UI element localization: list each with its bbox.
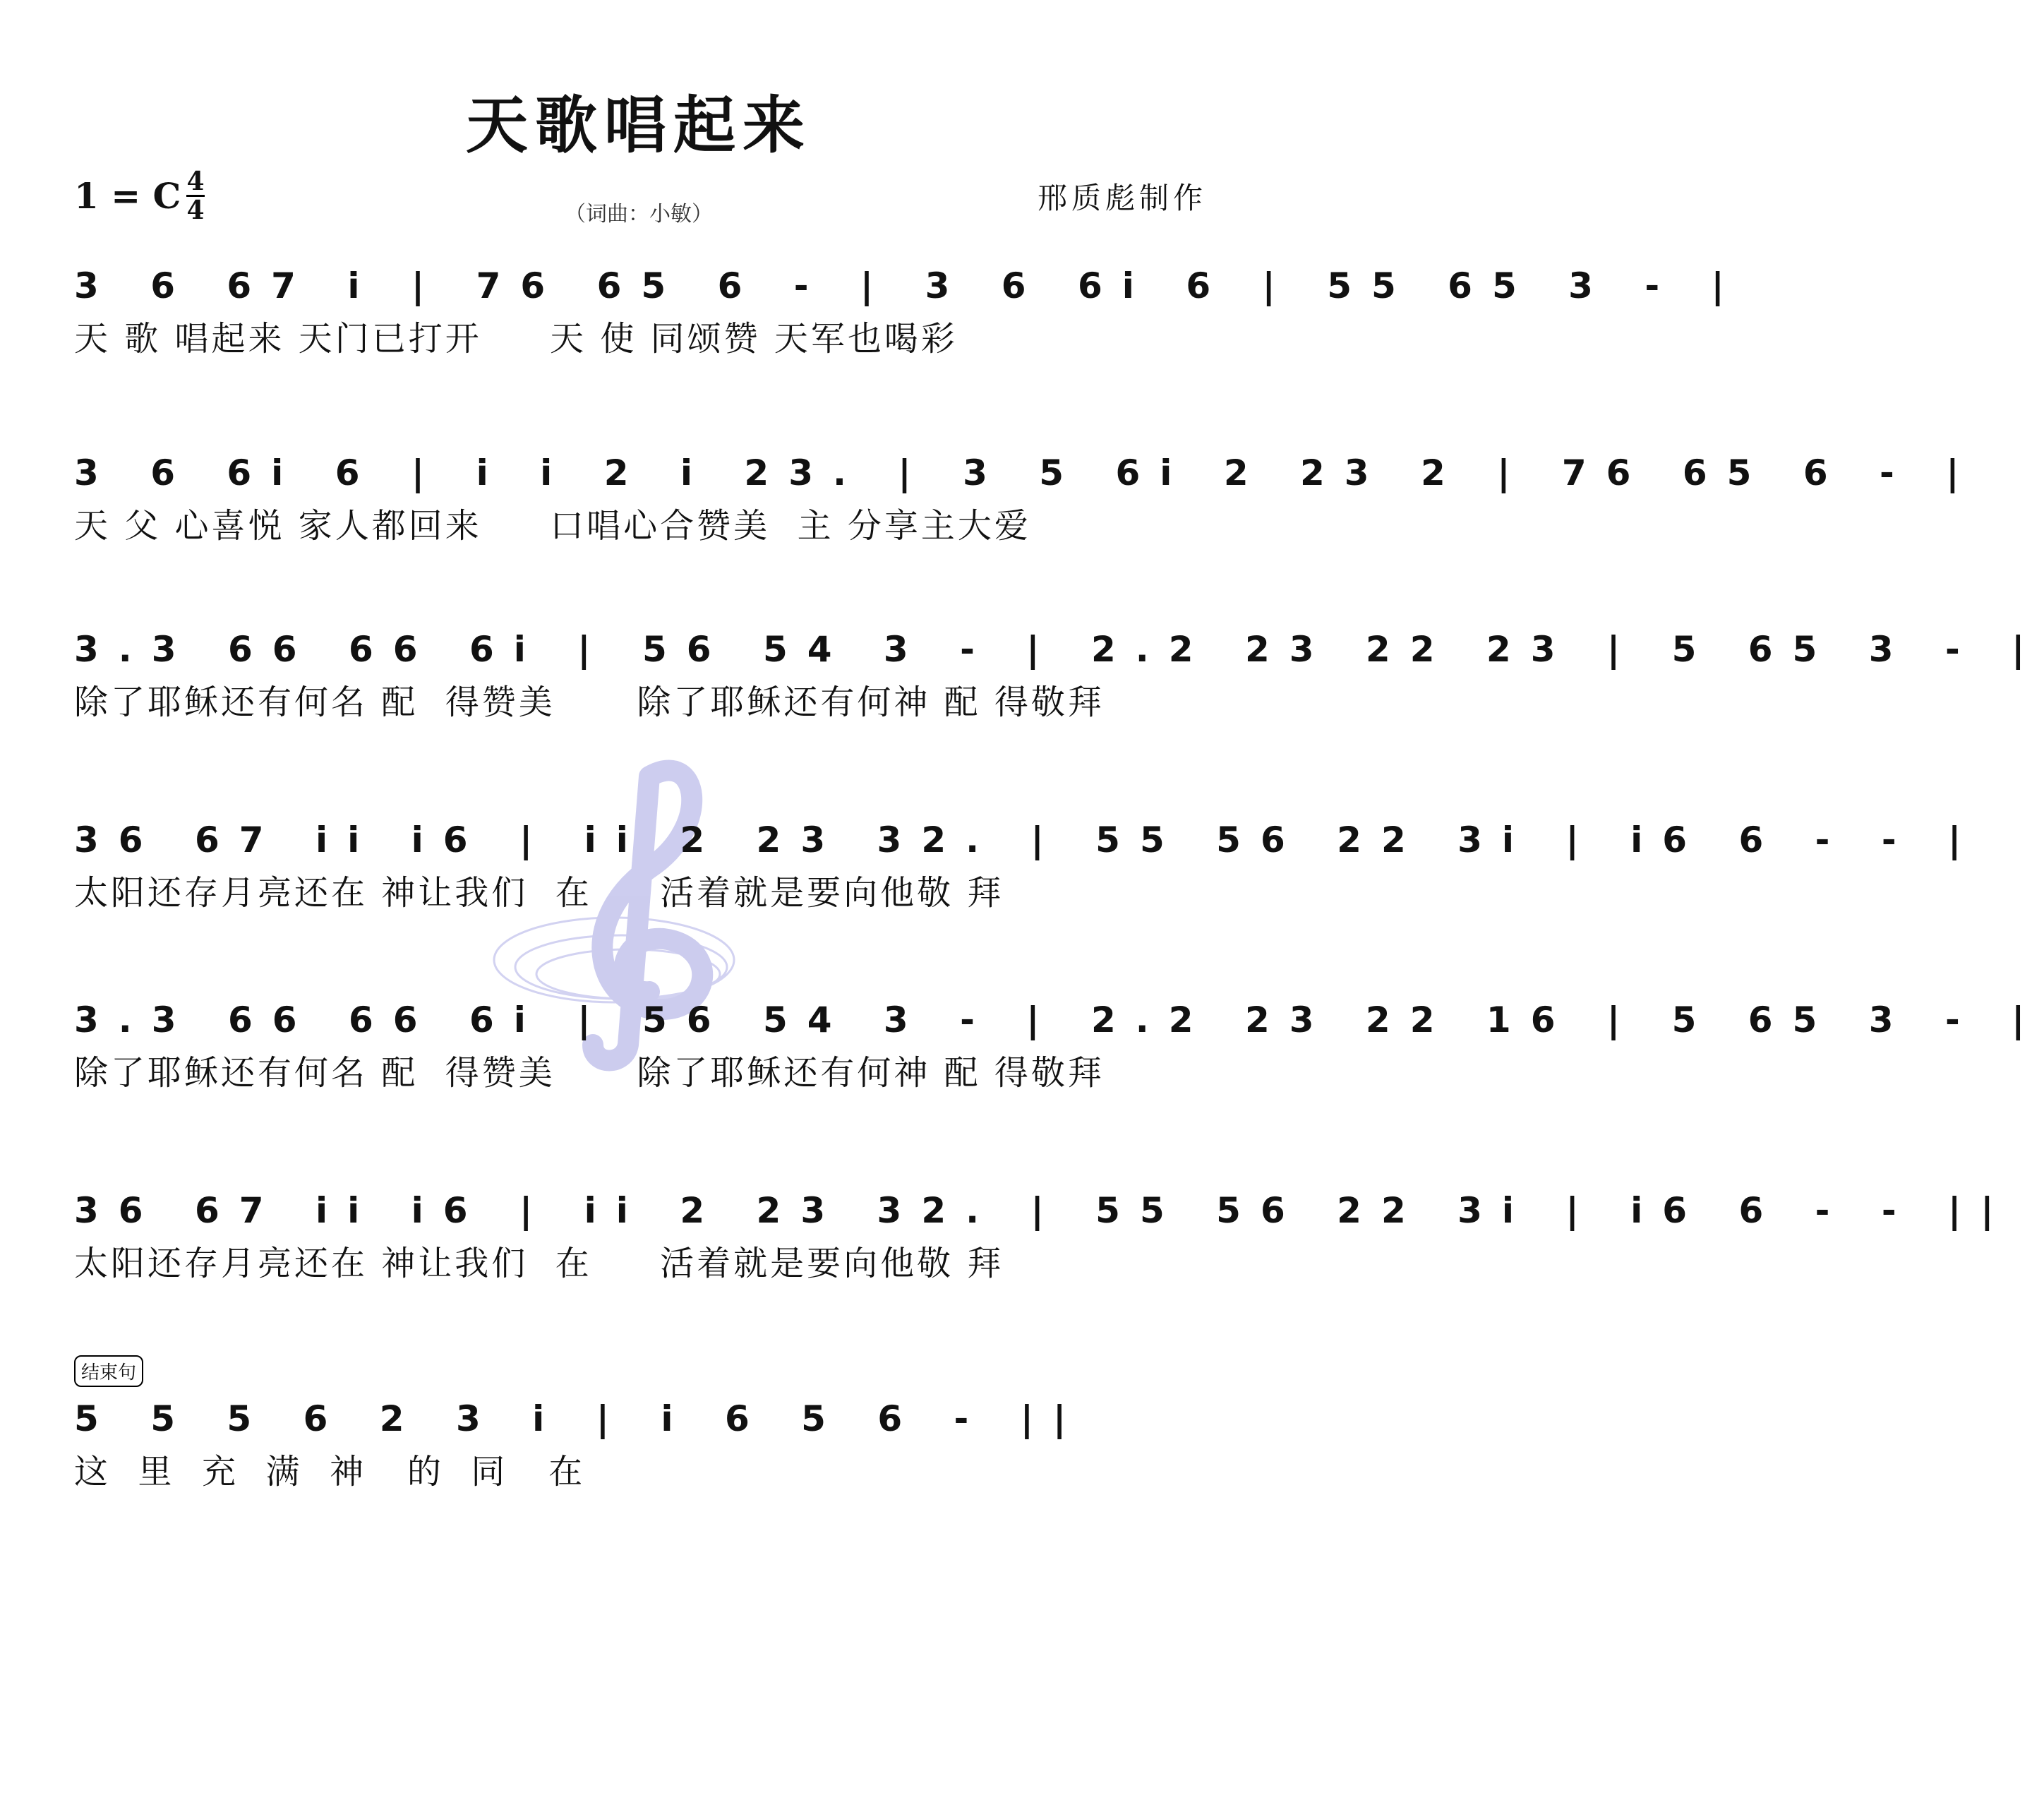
notation-line: 36 67 ii i6 | ii 2 23 32. | 55 56 22 3i | i6 6 - - || (74, 1190, 2014, 1231)
score-row-5 (74, 995, 2044, 1136)
song-title: 天歌唱起来 (465, 88, 812, 162)
score-row-1 (74, 261, 1744, 402)
lyric-line: 天 父 心喜悦 家人都回来 口唱心合赞美 主 分享主大爱 (74, 506, 1031, 546)
lyric-line: 太阳还存月亮还在 神让我们 在 活着就是要向他敬 拜 (74, 873, 1004, 913)
lyric-line: 除了耶稣还有何名 配 得赞美 除了耶稣还有何神 配 得敬拜 (74, 683, 1105, 722)
score-row-ending (74, 1394, 1218, 1535)
key-signature: 1 = C (74, 175, 181, 217)
notation-line: 36 67 ii i6 | ii 2 23 32. | 55 56 22 3i | i6 6 - - | (74, 820, 1981, 860)
time-signature-bottom: 4 (186, 196, 205, 225)
time-signature-top: 4 (186, 167, 205, 196)
ending-section-label: 结束句 (74, 1355, 143, 1387)
lyric-line: 天 歌 唱起来 天门已打开 天 使 同颂赞 天军也喝彩 (74, 319, 958, 359)
lyric-line: 除了耶稣还有何名 配 得赞美 除了耶稣还有何神 配 得敬拜 (74, 1053, 1105, 1093)
score-row-2 (74, 448, 1979, 589)
notation-line: 3 6 6i 6 | i i 2 i 23. | 3 5 6i 2 23 2 | 76 65 6 - | (74, 452, 1979, 493)
notation-line: 3 6 67 i | 76 65 6 - | 3 6 6i 6 | 55 65 3 - | (74, 265, 1744, 306)
producer-credit: 邢质彪制作 (1037, 181, 1207, 215)
lyric-line: 太阳还存月亮还在 神让我们 在 活着就是要向他敬 拜 (74, 1244, 1004, 1283)
lyric-line: 这 里 充 满 神 的 同 在 (74, 1452, 586, 1491)
score-row-3 (74, 625, 2044, 766)
notation-line: 5 5 5 6 2 3 i | i 6 5 6 - || (74, 1398, 1086, 1439)
notation-line: 3.3 66 66 6i | 56 54 3 - | 2.2 23 22 23 | 5 65 3 - | (74, 629, 2044, 670)
score-row-4 (74, 815, 1981, 956)
notation-line: 3.3 66 66 6i | 56 54 3 - | 2.2 23 22 16 | 5 65 3 - | (74, 999, 2044, 1040)
lyricist-composer-credit: （词曲：小敏） (565, 202, 713, 227)
score-row-6 (74, 1186, 2014, 1327)
